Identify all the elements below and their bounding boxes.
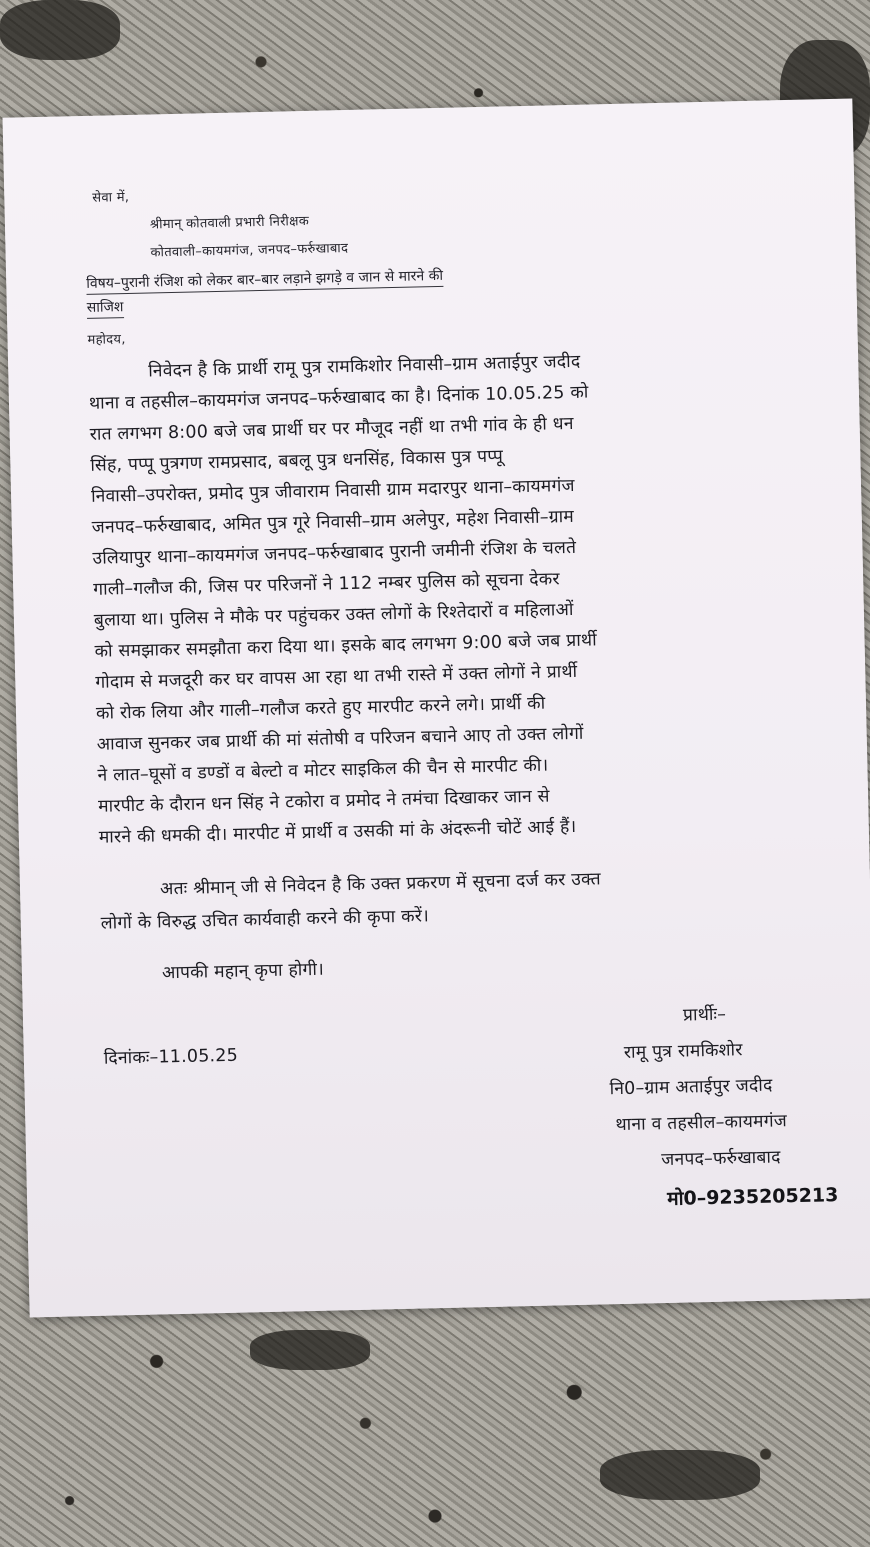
signature-address: थाना व तहसील–कायमगंज [615, 1111, 788, 1136]
greeting: महोदय, [87, 332, 126, 348]
body-line: गोदाम से मजदूरी कर घर वापस आ रहा था तभी रास्ते में उक्त लोगों ने प्रार्थी [95, 661, 578, 693]
body-line: निवेदन है कि प्रार्थी रामू पुत्र रामकिशोर निवासी–ग्राम अताईपुर जदीद [148, 351, 581, 382]
body-line: बुलाया था। पुलिस ने मौके पर पहुंचकर उक्त लोगों के रिश्तेदारों व महिलाओं [93, 599, 574, 631]
salutation-to: सेवा में, [92, 189, 130, 206]
body-line: गाली–गलौज की, जिस पर परिजनों ने 112 नम्बर पुलिस को सूचना देकर [93, 569, 561, 600]
recipient-place: कोतवाली–कायमगंज, जनपद–फर्रुखाबाद [150, 240, 349, 261]
body-line: निवासी–उपरोक्त, प्रमोद पुत्र जीवाराम निवासी ग्राम मदारपुर थाना–कायमगंज [90, 475, 575, 507]
background-stain [250, 1330, 370, 1370]
body-line: आवाज सुनकर जब प्रार्थी की मां संतोषी व परिजन बचाने आए तो उक्त लोगों [96, 723, 584, 755]
body-line: को समझाकर समझौता करा दिया था। इसके बाद लगभग 9:00 बजे जब प्रार्थी [94, 630, 598, 662]
signature-address: नि0–ग्राम अताईपुर जदीद [609, 1075, 773, 1100]
request-line: लोगों के विरुद्ध उचित कार्यवाही करने की कृपा करें। [100, 906, 430, 934]
signature-mobile: मो0–9235205213 [666, 1184, 839, 1210]
closing-line: आपकी महान् कृपा होगी। [161, 959, 325, 984]
body-line: जनपद–फर्रुखाबाद, अमित पुत्र गूरे निवासी–ग्राम अलेपुर, महेश निवासी–ग्राम [91, 506, 575, 538]
body-line: मारपीट के दौरान धन सिंह ने टकोरा व प्रमोद ने तमंचा दिखाकर जान से [97, 786, 550, 817]
subject-line-continued: साजिश [87, 297, 124, 319]
signature-name: रामू पुत्र रामकिशोर [623, 1040, 743, 1063]
body-line: थाना व तहसील–कायमगंज जनपद–फर्रुखाबाद का है। दिनांक 10.05.25 को [88, 382, 589, 414]
body-line: सिंह, पप्पू पुत्रगण रामप्रसाद, बबलू पुत्र धनसिंह, विकास पुत्र पप्पू [90, 446, 504, 476]
letter-page [2, 99, 870, 1318]
body-line: मारने की धमकी दी। मारपीट में प्रार्थी व उसकी मां के अंदरूनी चोटें आई हैं। [98, 816, 577, 848]
background-stain [0, 0, 120, 60]
signature-label: प्रार्थीः– [682, 1004, 727, 1026]
signature-district: जनपद–फर्रुखाबाद [661, 1147, 781, 1171]
recipient-title: श्रीमान् कोतवाली प्रभारी निरीक्षक [149, 213, 310, 233]
body-line: रात लगभग 8:00 बजे जब प्रार्थी घर पर मौजूद नहीं था तभी गांव के ही धन [89, 413, 574, 445]
letter-date: दिनांकः–11.05.25 [103, 1045, 239, 1069]
request-line: अतः श्रीमान् जी से निवेदन है कि उक्त प्रकरण में सूचना दर्ज कर उक्त [159, 869, 602, 900]
body-line: को रोक लिया और गाली–गलौज करते हुए मारपीट करने लगे। प्रार्थी की [95, 693, 546, 724]
body-line: उलियापुर थाना–कायमगंज जनपद–फर्रुखाबाद पुरानी जमीनी रंजिश के चलते [92, 537, 577, 569]
body-line: ने लात–घूसों व डण्डों व बेल्टो व मोटर साइकिल की चैन से मारपीट की। [97, 755, 549, 786]
background-stain [600, 1450, 760, 1500]
subject-line: विषय–पुरानी रंजिश को लेकर बार–बार लड़ाने झगड़े व जान से मारने की [86, 266, 443, 295]
